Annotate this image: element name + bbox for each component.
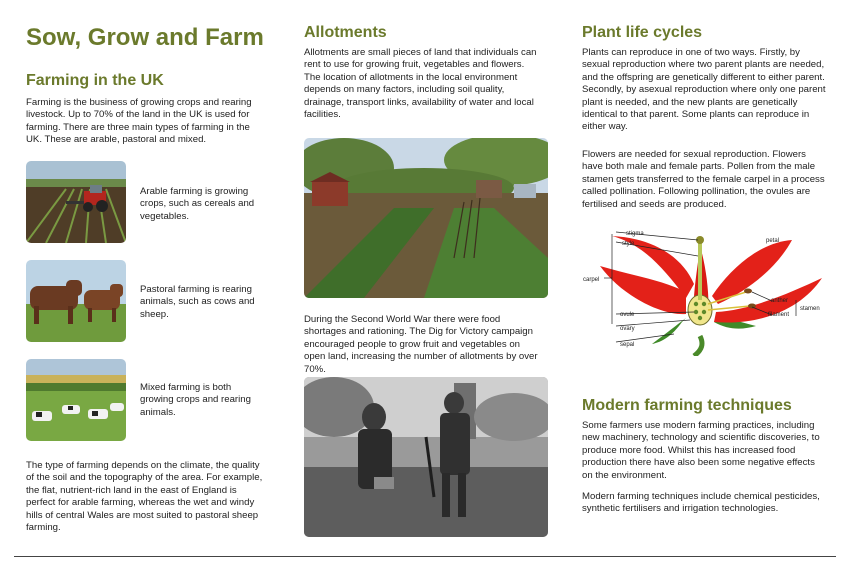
dig-for-victory-photo — [304, 377, 548, 537]
modern-farming-para2: Modern farming techniques include chemical pesticides, synthetic fertilisers and irrigation technologies. — [582, 491, 820, 515]
label-sepal: sepal — [620, 342, 635, 348]
label-anther: anther — [771, 298, 789, 304]
war-text: During the Second World War there were food shortages and rationing. The Dig for Victory campaign encouraged people to grow fruit and vegetables on open land, increasing the number of allotments by over 70%. — [304, 314, 538, 375]
label-stigma: stigma — [626, 231, 644, 237]
allotments-intro: Allotments are small pieces of land that individuals can rent to use for growing fruit, vegetables and flowers. The location of allotments in the local environment depends on many factors, including soil quality, drainage, transport links, availability of water and local facilities. — [304, 47, 537, 121]
section-heading-modern-farming: Modern farming techniques — [582, 397, 792, 414]
farming-closing: The type of farming depends on the climate, the quality of the soil and the topography of the area. For example, the flat, nutrient-rich land in the east of England is perfect for arable farming, whereas the wet and windy hills of central Wales are most suited to pastoral sheep farming. — [26, 460, 263, 534]
label-filament: filament — [768, 312, 790, 318]
pastoral-farming-photo — [26, 260, 126, 342]
section-heading-farming: Farming in the UK — [26, 72, 164, 89]
arable-farming-photo — [26, 161, 126, 243]
label-petal: petal — [766, 238, 780, 244]
pastoral-text: Pastoral farming is rearing animals, such as cows and sheep. — [140, 284, 255, 320]
mixed-farming-photo — [26, 359, 126, 441]
plant-cycles-para2: Flowers are needed for sexual reproduction. Flowers have both male and female parts. Pollen from the male stamen gets transferred to the female carpel in a process called pollination. Following pollination, the ovules are fertilised and seeds are produced. — [582, 149, 825, 210]
modern-farming-para1: Some farmers use modern farming practices, including new machinery, technology and scientific discoveries, to produce more food. Whilst this has increased food production there have also been some negative effects on the environment. — [582, 420, 820, 481]
section-heading-allotments: Allotments — [304, 24, 387, 41]
label-ovary: ovary — [620, 326, 635, 332]
label-style: style — [622, 241, 635, 247]
flower-diagram — [582, 226, 832, 356]
page-title: Sow, Grow and Farm — [26, 24, 264, 51]
label-ovule: ovule — [620, 312, 635, 318]
label-stamen: stamen — [800, 306, 820, 312]
mixed-text: Mixed farming is both growing crops and rearing animals. — [140, 382, 251, 418]
allotment-photo — [304, 138, 548, 298]
arable-text: Arable farming is growing crops, such as cereals and vegetables. — [140, 186, 255, 222]
label-carpel: carpel — [583, 277, 600, 283]
section-heading-plant-life-cycles: Plant life cycles — [582, 24, 703, 41]
farming-intro: Farming is the business of growing crops and rearing livestock. Up to 70% of the land in the UK is used for farming. There are three main types of farming in the UK. These are arable, pastoral and mixed. — [26, 97, 252, 146]
plant-cycles-para1: Plants can reproduce in one of two ways. Firstly, by sexual reproduction where two parent plants are needed, and the offspring are genetically different to either parent. Secondly, by asexual reproduction where only one parent plant is needed, and the new plants are genetically identical to that parent. Some plants can reproduce in either way. — [582, 47, 826, 133]
bottom-rule — [14, 556, 836, 557]
